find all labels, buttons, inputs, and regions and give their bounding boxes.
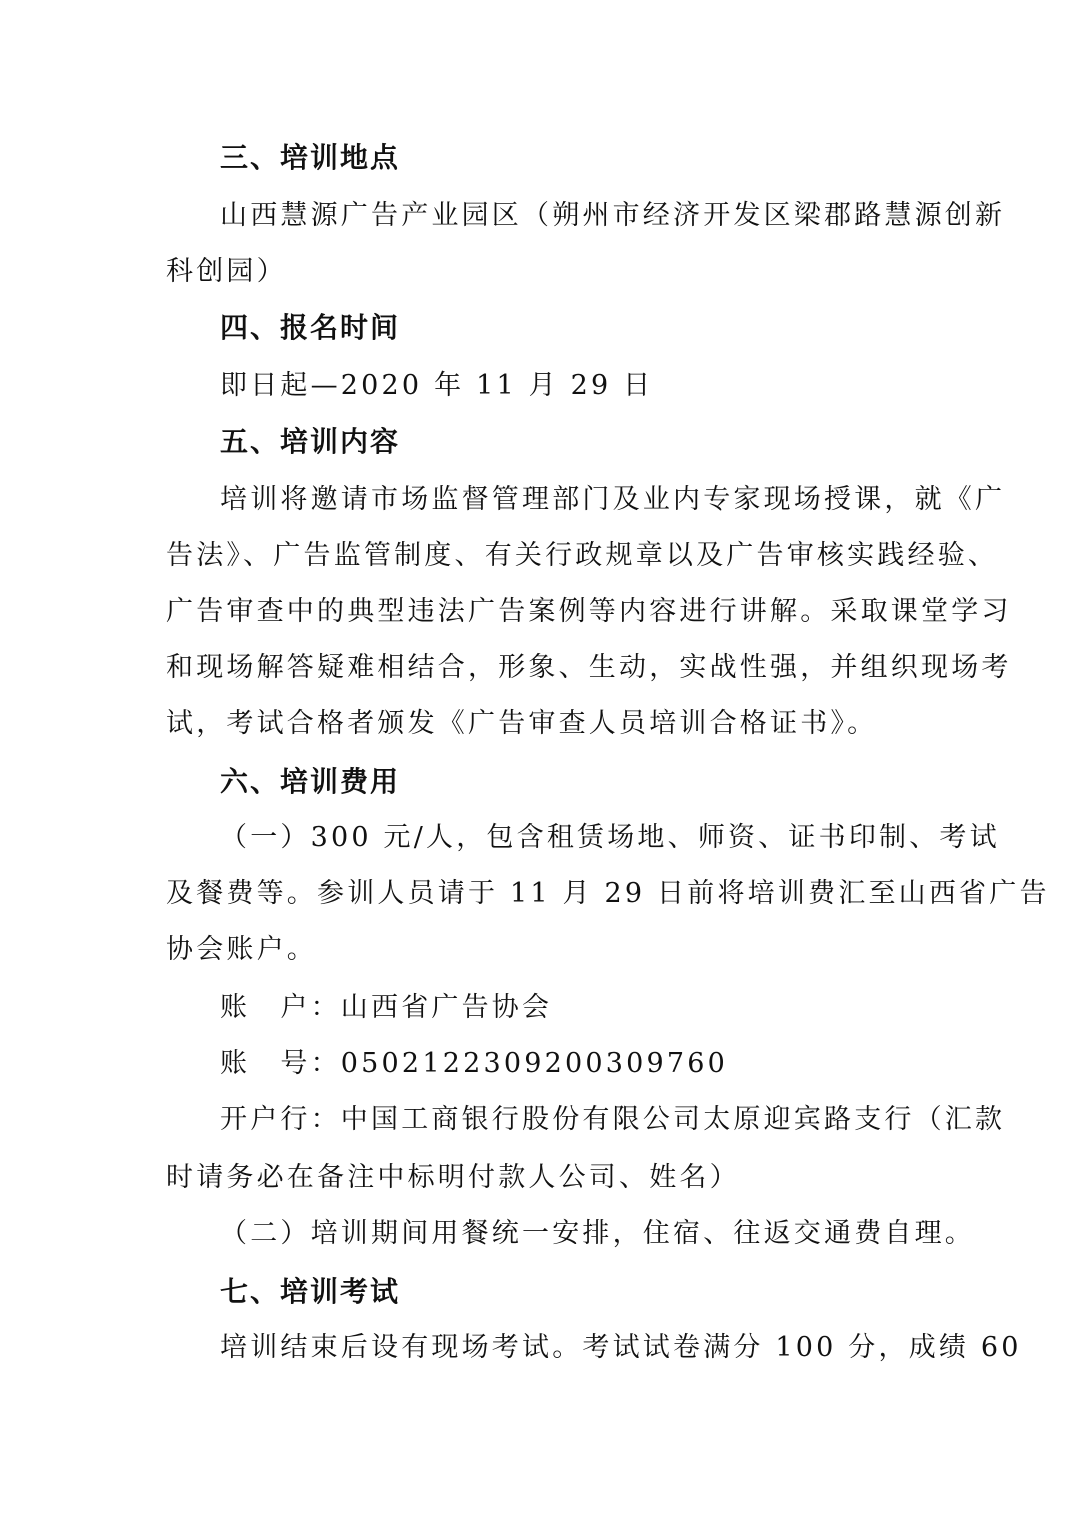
paragraph-line: 山西慧源广告产业园区（朔州市经济开发区梁郡路慧源创新 xyxy=(220,200,1006,231)
account-name-line: 账 户：山西省广告协会 xyxy=(220,992,553,1023)
paragraph-line: 协会账户。 xyxy=(166,934,317,965)
paragraph-line: 培训结束后设有现场考试。考试试卷满分 100 分，成绩 60 xyxy=(220,1332,1022,1363)
paragraph-line: 时请务必在备注中标明付款人公司、姓名） xyxy=(166,1162,740,1193)
section-heading-registration-time: 四、报名时间 xyxy=(220,311,401,344)
paragraph-line: （二）培训期间用餐统一安排，住宿、往返交通费自理。 xyxy=(220,1218,975,1249)
bank-line: 开户行：中国工商银行股份有限公司太原迎宾路支行（汇款 xyxy=(220,1104,1006,1135)
paragraph-line: 及餐费等。参训人员请于 11 月 29 日前将培训费汇至山西省广告 xyxy=(166,878,1050,909)
section-heading-content: 五、培训内容 xyxy=(220,425,401,458)
section-heading-location: 三、培训地点 xyxy=(220,141,401,174)
paragraph-line: 科创园） xyxy=(166,256,287,287)
paragraph-line: 即日起—2020 年 11 月 29 日 xyxy=(220,370,654,401)
account-number-line: 账 号：0502122309200309760 xyxy=(220,1048,728,1079)
paragraph-line: （一）300 元/人，包含租赁场地、师资、证书印制、考试 xyxy=(220,822,1000,853)
section-heading-exam: 七、培训考试 xyxy=(220,1275,401,1308)
paragraph-line: 广告审查中的典型违法广告案例等内容进行讲解。采取课堂学习 xyxy=(166,596,1012,627)
paragraph-line: 试，考试合格者颁发《广告审查人员培训合格证书》。 xyxy=(166,708,878,739)
paragraph-line: 和现场解答疑难相结合，形象、生动，实战性强，并组织现场考 xyxy=(166,652,1012,683)
paragraph-line: 告法》、广告监管制度、有关行政规章以及广告审核实践经验、 xyxy=(166,540,999,571)
paragraph-line: 培训将邀请市场监督管理部门及业内专家现场授课，就《广 xyxy=(220,484,1006,515)
section-heading-fees: 六、培训费用 xyxy=(220,765,401,798)
